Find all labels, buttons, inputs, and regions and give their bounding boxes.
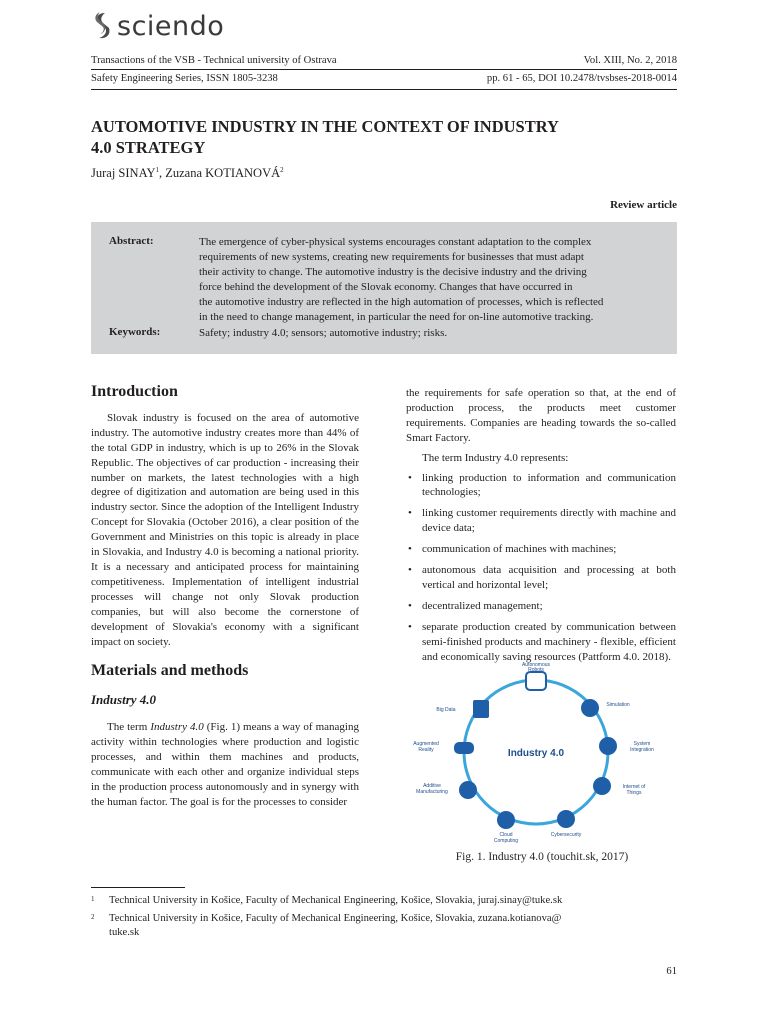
abstract-text [199, 235, 654, 325]
series-info: Safety Engineering Series, ISSN 1805-3238 [91, 73, 278, 84]
node-additive-manufacturing [416, 781, 477, 799]
node-label: System [633, 741, 651, 747]
node-label: Computing [493, 838, 519, 844]
footnote-text-line: tuke.sk [109, 927, 140, 938]
header-rule [91, 69, 677, 70]
node-label: Reality [418, 747, 434, 753]
pages-doi: pp. 61 - 65, DOI 10.2478/tvsbses-2018-0014 [486, 73, 677, 84]
cloud-icon [497, 811, 515, 829]
continuation-paragraph: the requirements for safe operation so that, at the end of production process, the products meet customer requirements. Companies are heading towards the so-called Smart Factory. [406, 387, 676, 444]
author-2: Zuzana KOTIANOVÁ [165, 166, 281, 181]
figure-caption: Fig. 1. Industry 4.0 (touchit.sk, 2017) [455, 851, 629, 863]
introduction-paragraph: Slovak industry is focused on the area of automotive industry. The automotive industry creates more than 44% of the total GDP in industry, which is up to 26% in the Slovak Republic. The objectives of car production - increasing their number on markets, the latest technologies with a high degree of digitization and automation are being used in this industry sector. Since the adoption of the Intelligent Industry Concept for Slovakia (October 2016), a clear position of the Government and Ministries on this topic is already in place in Slovakia, and Industry 4.0 is becoming a national priority. It is a necessary and anticipated process for maintaining competitiveness. Implementation of intelligent industrial processes will change not only Slovak production companies, but will also become the cornerstone of development of Slovakia's economy with a significant impact on society. [91, 411, 359, 648]
author-2-affiliation: 2 [280, 166, 284, 174]
link-icon [599, 737, 617, 755]
abstract-line: their activity to change. The automotive industry is the decisive industry and the driving [199, 266, 587, 278]
abstract-line: requirements of new systems, creating new requirements for businesses that must adapt [199, 251, 584, 263]
article-type: Review article [610, 199, 677, 211]
node-label: Simulation [606, 702, 630, 708]
methods-heading: Materials and methods [91, 662, 249, 680]
bullet: • [408, 471, 412, 484]
list-item-text: autonomous data acquisition and processing at both vertical and horizontal level; [422, 564, 676, 591]
left-column [91, 385, 359, 810]
author-1: Juraj SINAY [91, 166, 156, 181]
node-augmented-reality [413, 741, 474, 754]
node-cybersecurity [551, 810, 582, 838]
sciendo-mark-icon [91, 11, 113, 41]
list-item-text: separate production created by communication between semi-finished products and machinery - flexible, efficient and economically saving resources (Pattform 4.0. 2018). [422, 620, 676, 663]
right-column [406, 386, 676, 671]
page-number: 61 [666, 966, 677, 977]
footnote-1 [91, 894, 677, 908]
node-label: Internet of [622, 784, 646, 790]
bullet: • [408, 543, 412, 556]
bullet: • [408, 507, 412, 520]
vr-headset-icon [454, 742, 474, 754]
node-simulation [581, 699, 630, 717]
node-label: Augmented [413, 741, 439, 747]
list-item-text: decentralized management; [422, 599, 543, 612]
paper-title [91, 116, 651, 158]
industry40-diagram [406, 658, 678, 848]
abstract-box [91, 222, 677, 354]
node-label: Cloud [499, 832, 513, 838]
list-item [406, 506, 676, 536]
server-icon [473, 700, 489, 718]
shield-icon [557, 810, 575, 828]
node-label: Cybersecurity [550, 832, 582, 838]
footnote-2 [91, 912, 677, 940]
node-autonomous-robots [522, 662, 551, 690]
paragraph-text: (Fig. 1) means a way of managing activity within technologies where production and logistic processes, and within them machines and products, communicate with each other and organize individual steps in the production process autonomously and in synergy with the human factor. The goal is for the processes to consider [91, 721, 359, 808]
author-1-affiliation: 1 [155, 166, 159, 174]
node-label: Autonomous [521, 662, 551, 668]
bullet: • [408, 564, 412, 577]
paragraph-term: Industry 4.0 [150, 721, 204, 734]
industry40-list [406, 471, 676, 665]
keywords-text: Safety; industry 4.0; sensors; automotive industry; risks. [199, 327, 448, 339]
footnote-number: 2 [91, 913, 95, 921]
keywords-label: Keywords: [109, 326, 161, 338]
header-rule-bottom [91, 89, 677, 90]
robot-icon [526, 672, 546, 690]
printer-icon [459, 781, 477, 799]
bullet: • [408, 599, 412, 612]
node-label: Manufacturing [416, 789, 448, 795]
sciendo-logo [91, 10, 224, 42]
authors [91, 166, 284, 181]
list-item [406, 542, 676, 557]
network-icon [593, 777, 611, 795]
title-line-2: 4.0 STRATEGY [91, 138, 206, 157]
author-separator: , [158, 166, 166, 181]
abstract-line: The emergence of cyber-physical systems encourages constant adaptation to the complex [199, 236, 592, 248]
footnote-rule [91, 887, 185, 888]
abstract-line: in the need to change management, in particular the need for on-line automotive tracking. [199, 311, 594, 323]
node-system-integration [599, 737, 654, 755]
list-item [406, 563, 676, 593]
node-label: Things [626, 790, 642, 796]
list-item-text: communication of machines with machines; [422, 543, 617, 556]
title-line-1: AUTOMOTIVE INDUSTRY IN THE CONTEXT OF INDUSTRY [91, 117, 559, 136]
volume-info: Vol. XIII, No. 2, 2018 [583, 55, 677, 66]
term-intro: The term Industry 4.0 represents: [422, 451, 569, 464]
node-cloud-computing [494, 811, 518, 844]
node-big-data [436, 700, 489, 718]
list-item [406, 471, 676, 501]
abstract-line: the automotive industry are reflected in the high automation of processes, which is reflected [199, 296, 604, 308]
node-label: Integration [630, 747, 654, 753]
diagram-center-label: Industry 4.0 [507, 748, 565, 759]
node-label: Robots [528, 667, 544, 673]
list-item-text: linking customer requirements directly with machine and device data; [422, 507, 676, 535]
node-internet-of-things [593, 777, 646, 796]
publisher-name: sciendo [117, 10, 225, 42]
paragraph-text: The term [107, 721, 151, 734]
footnote-text: Technical University in Košice, Faculty of Mechanical Engineering, Košice, Slovakia, juraj.sinay@tuke.sk [109, 895, 563, 906]
journal-name: Transactions of the VSB - Technical university of Ostrava [91, 55, 337, 66]
footnote-number: 1 [91, 895, 95, 903]
list-item-text: linking production to information and communication technologies; [422, 471, 676, 499]
abstract-line: force behind the development of the Slovak economy. Changes that have occurred in [199, 281, 573, 293]
node-label: Big Data [436, 707, 456, 713]
list-item [406, 599, 676, 614]
industry40-subheading: Industry 4.0 [91, 692, 157, 708]
abstract-label: Abstract: [109, 235, 154, 247]
node-label: Additive [423, 783, 441, 789]
bullet: • [408, 620, 412, 633]
industry40-paragraph [91, 720, 359, 809]
gear-icon [581, 699, 599, 717]
footnote-text-line: Technical University in Košice, Faculty of Mechanical Engineering, Košice, Slovakia, zuzana.kotianova@ [109, 913, 562, 924]
introduction-heading: Introduction [91, 383, 178, 400]
